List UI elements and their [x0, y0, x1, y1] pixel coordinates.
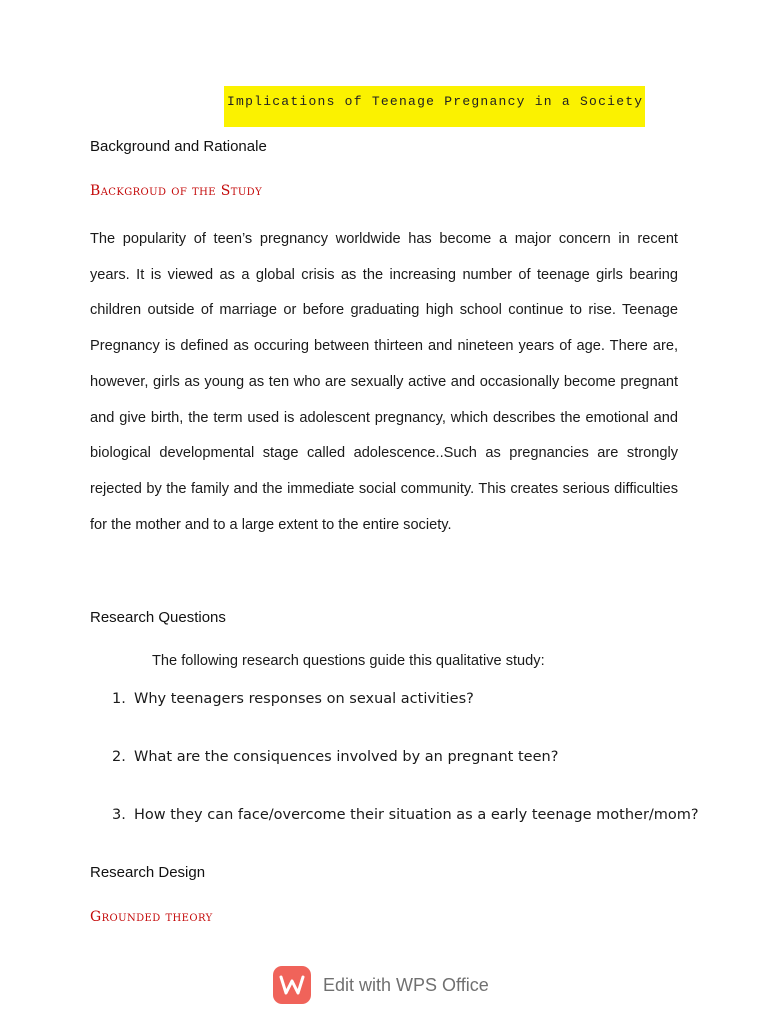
research-question-item [112, 691, 474, 707]
list-number: 2. [112, 749, 126, 765]
edit-with-wps-button[interactable] [273, 965, 489, 1005]
list-number: 3. [112, 807, 126, 823]
list-number: 1. [112, 691, 126, 707]
question-text: Why teenagers responses on sexual activities? [134, 691, 474, 707]
question-text: How they can face/overcome their situation as a early teenage mother/mom? [134, 807, 699, 823]
document-title: Implications of Teenage Pregnancy in a Society [224, 86, 645, 127]
research-question-item [112, 749, 558, 765]
wps-logo-glyph [279, 974, 305, 996]
wps-edit-label: Edit with WPS Office [323, 974, 489, 995]
question-text: What are the consiquences involved by an pregnant teen? [134, 749, 559, 765]
wps-office-logo-icon [273, 966, 311, 1004]
section-heading-research-design: Research Design [90, 864, 206, 881]
section-heading-background: Background and Rationale [90, 138, 267, 155]
background-paragraph: The popularity of teen’s pregnancy worldwide has become a major concern in recent years. It is viewed as a global crisis as the increasing number of teenage girls bearing children outside of marriage or before graduating high school continue to rise. Teenage Pregnancy is defined as occuring between thirteen and nineteen years of age. There are, however, girls as young as ten who are sexually active and occasionally become pregnant and give birth, the term used is adolescent pregnancy, which describes the emotional and biological developmental stage called adolescence..Such as pregnancies are strongly rejected by the family and the immediate social community. This creates serious difficulties for the mother and to a large extent to the entire society. [90, 231, 678, 533]
research-questions-intro: The following research questions guide this qualitative study: [152, 653, 545, 669]
subheading-background-of-study: Backgroud of the Study [90, 183, 263, 199]
research-question-item [112, 807, 699, 823]
subheading-grounded-theory: Grounded theory [90, 909, 213, 925]
section-heading-research-questions: Research Questions [90, 609, 226, 626]
